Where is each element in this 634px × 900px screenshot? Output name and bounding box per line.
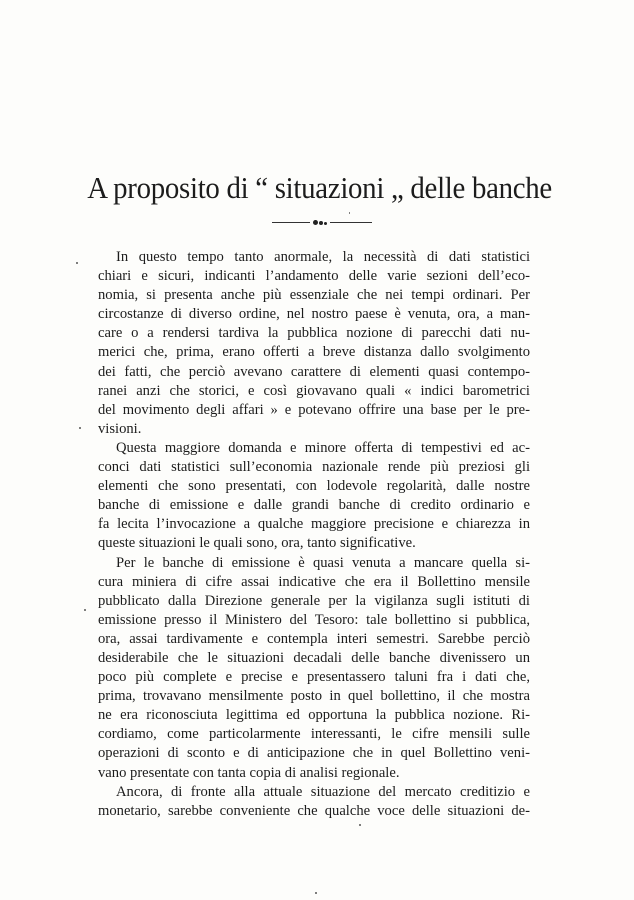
text-line: operazioni di sconto e di anticipazione che in quel Bollettino veni-	[98, 745, 530, 762]
scan-speck	[349, 212, 350, 214]
scan-speck	[79, 427, 81, 429]
ornament-dot	[319, 221, 323, 225]
text-line: emissione presso il Ministero del Tesoro: tale bollettino si pubblica,	[98, 611, 530, 628]
text-line: circostanze di diverso ordine, nel nostro paese è venuta, ora, a man-	[98, 306, 530, 323]
text-line: ora, assai tardivamente e contempla interi semestri. Sarebbe perciò	[98, 630, 530, 647]
paragraph	[98, 554, 530, 783]
paragraph	[98, 439, 530, 554]
text-line: prima, trovavano mensilmente posto in quel bollettino, il che mostra	[98, 688, 530, 705]
paragraph	[98, 783, 530, 821]
text-line: ranei anzi che storici, e così giovavano quali « indici barometrici	[98, 382, 530, 399]
text-line: queste situazioni le quali sono, ora, tanto significative.	[98, 535, 416, 552]
scan-speck	[359, 824, 361, 826]
article-body	[98, 248, 530, 821]
text-line: ne era riconosciuta legittima ed opportuna la pubblica nozione. Ri-	[98, 707, 530, 724]
text-line: elementi che sono presentati, con lodevole regolarità, dalle nostre	[98, 478, 530, 495]
ornament-line-left	[272, 222, 310, 223]
text-line: conci dati statistici sull’economia nazionale rende più preziosi gli	[98, 459, 530, 476]
title-ornament	[272, 220, 372, 226]
article-title: A proposito di “ situazioni „ delle banche	[87, 170, 552, 205]
text-line: Per le banche di emissione è quasi venuta a mancare quella si-	[116, 554, 530, 571]
text-line: desiderabile che le situazioni decadali delle banche divenissero un	[98, 649, 530, 666]
text-line: chiari e sicuri, indicanti l’andamento delle varie sezioni dell’eco-	[98, 268, 530, 285]
ornament-line-right	[330, 222, 372, 223]
text-line: Ancora, di fronte alla attuale situazione del mercato creditizio e	[116, 783, 530, 800]
text-line: pubblicato dalla Direzione generale per la vigilanza sugli istituti di	[98, 592, 530, 609]
text-line: cordiamo, come particolarmente interessanti, le cifre mensili sulle	[98, 726, 530, 743]
scan-speck	[315, 892, 317, 894]
text-line: nomia, si presenta anche più essenziale che nei tempi ordinari. Per	[98, 287, 530, 304]
paragraph	[98, 248, 530, 439]
scan-speck	[84, 609, 86, 611]
text-line: merici che, prima, erano offerti a breve distanza dallo svolgimento	[98, 344, 530, 361]
scan-speck	[76, 262, 78, 264]
text-line: Questa maggiore domanda e minore offerta di tempestivi ed ac-	[116, 439, 530, 456]
text-line: poco più complete e precise e presentassero taluni fra i dati che,	[98, 669, 530, 686]
ornament-dot	[324, 222, 327, 225]
text-line: vano presentate con tanta copia di analisi regionale.	[98, 764, 400, 781]
text-line: monetario, sarebbe conveniente che qualche voce delle situazioni de-	[98, 802, 530, 819]
text-line: care o a rendersi tardiva la pubblica nozione di parecchi dati nu-	[98, 325, 530, 342]
text-line: fa lecita l’invocazione a qualche maggiore precisione e chiarezza in	[98, 516, 530, 533]
text-line: visioni.	[98, 420, 142, 437]
text-line: del movimento degli affari » e potevano offrire una base per le pre-	[98, 401, 530, 418]
text-line: In questo tempo tanto anormale, la necessità di dati statistici	[116, 249, 530, 265]
ornament-dot	[313, 220, 318, 225]
text-line: dei fatti, che perciò avevano carattere di elementi quasi contempo-	[98, 363, 530, 380]
text-line: cura miniera di cifre assai indicative che era il Bollettino mensile	[98, 573, 530, 590]
text-line: banche di emissione e dalle grandi banche di credito ordinario e	[98, 497, 530, 514]
